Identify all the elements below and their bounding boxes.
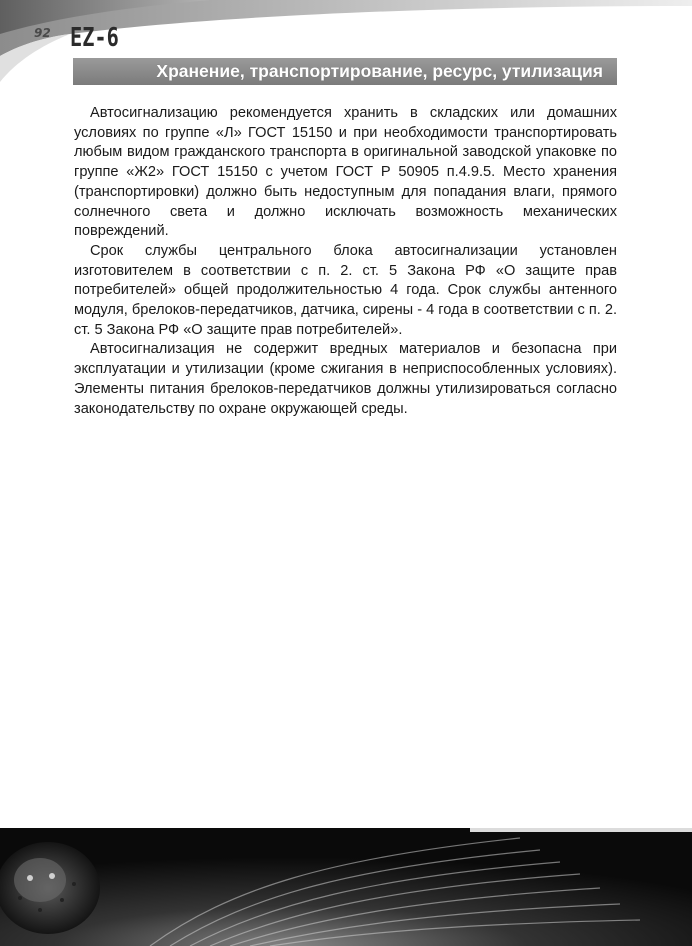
- page-number: 92: [34, 26, 51, 40]
- paragraph-disposal: Автосигнализация не содержит вредных материалов и безопасна при эксплуатации и утилизации (кроме сжигания в неприспособленных условиях). Элементы питания брелоков-передатчиков должны утилизироваться согласно законодательству по охране окружающей среды.: [74, 341, 617, 417]
- model-logo: EZ-6: [70, 23, 119, 53]
- paragraph-storage: Автосигнализацию рекомендуется хранить в складских или домашних условиях по группе «Л» ГОСТ 15150 и при необходимости транспортировать любым видом гражданского транспорта в оригинальной заводской упаковке по группе «Ж2» ГОСТ 15150 с учетом ГОСТ Р 50905 п.4.9.5. Место хранения (транспортировки) должно быть недоступным для попадания влаги, прямого солнечного света и должно исключать возможность механических повреждений.: [74, 105, 617, 240]
- leopard-icon: [0, 842, 100, 934]
- footer-decorative-image: [0, 828, 692, 946]
- body-text: [74, 104, 617, 419]
- section-title: Хранение, транспортирование, ресурс, утилизация: [156, 61, 603, 81]
- section-title-bar: [73, 58, 617, 85]
- paragraph-service-life: Срок службы центрального блока автосигнализации установлен изготовителем в соответствии с п. 2. ст. 5 Закона РФ «О защите прав потребителей» общей продолжительностью 4 года. Срок службы антенного модуля, брелоков-передатчиков, датчика, сирены - 4 года в соответствии с п. 2. ст. 5 Закона РФ «О защите прав потребителей».: [74, 242, 618, 338]
